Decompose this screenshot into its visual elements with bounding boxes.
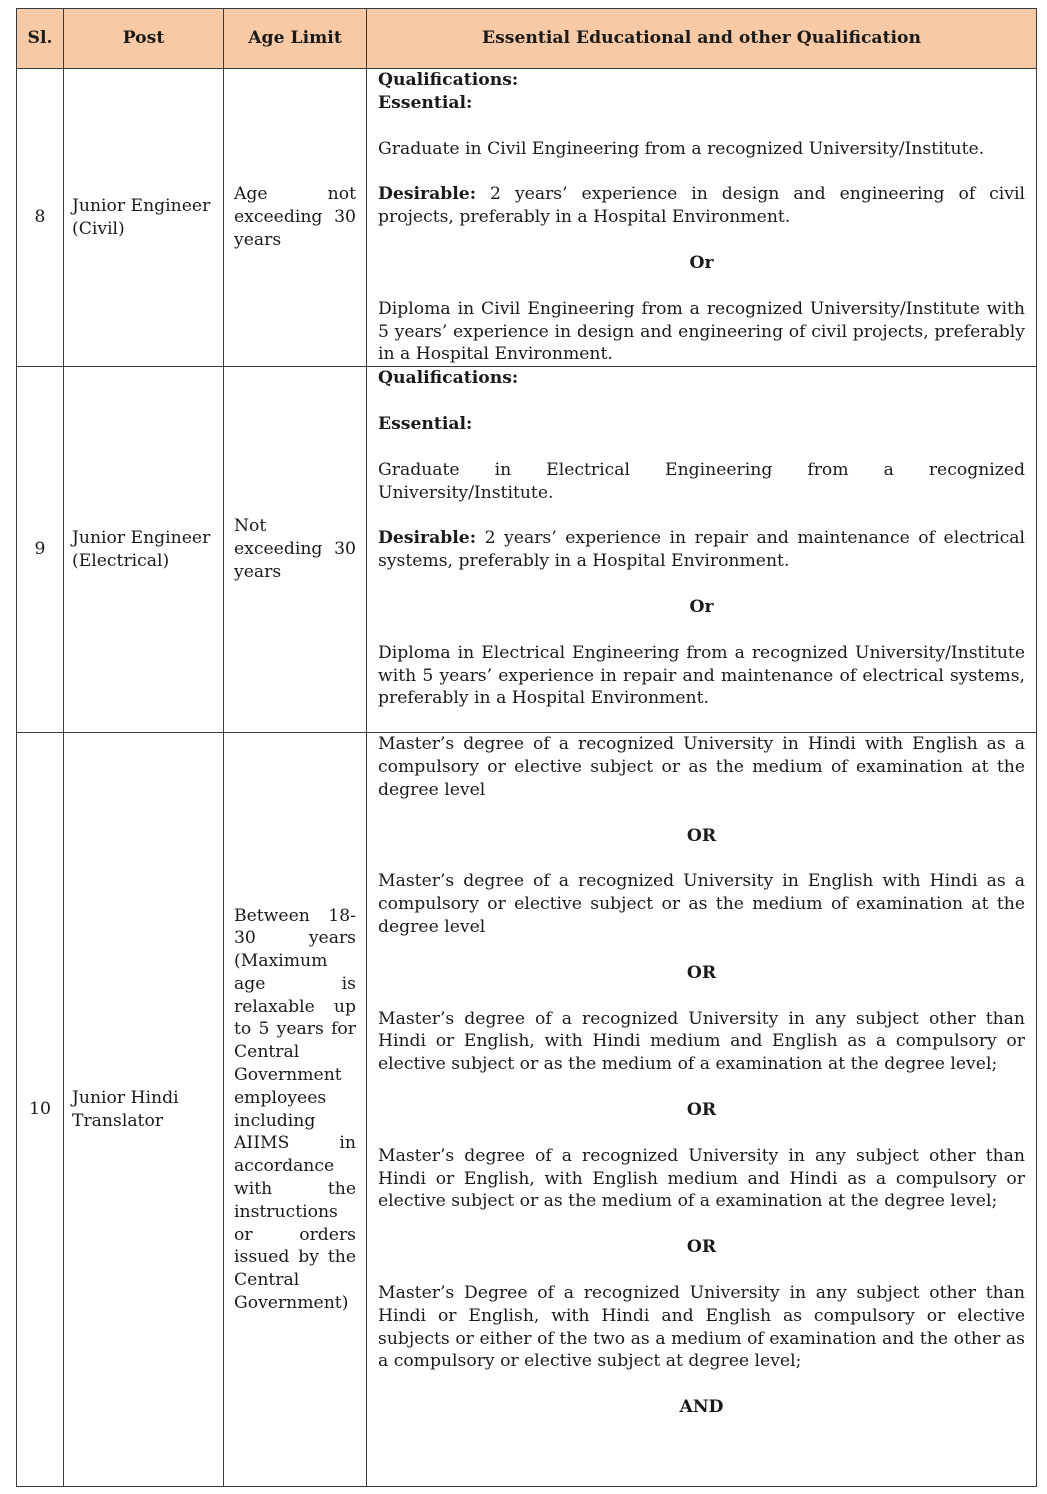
row-sl: 8: [17, 69, 64, 367]
or-separator: OR: [686, 1237, 717, 1258]
header-sl: Sl.: [17, 9, 64, 69]
desirable-label: Desirable:: [378, 184, 477, 205]
option-text: Master’s Degree of a recognized University in any subject other than Hindi or English, with Hindi and English as compulsory or elective subjects or either of the two as a medium of examination and the other as a compulsory or elective subject at degree level;: [378, 1282, 1025, 1372]
qualification-table: [16, 8, 1037, 1487]
or-separator: OR: [686, 1099, 717, 1120]
row-sl: 9: [17, 367, 64, 733]
option-text: Master’s degree of a recognized University in English with Hindi as a compulsory or elective subject or as the medium of examination at the degree level: [378, 871, 1025, 937]
row-qualification: [367, 733, 1037, 1487]
row-age-limit: Age not exceeding 30 years: [224, 69, 367, 367]
or-separator: Or: [689, 252, 714, 273]
header-post: Post: [64, 9, 224, 69]
table-row: [17, 69, 1037, 367]
row-age-limit: Between 18-30 years (Maximum age is relaxable up to 5 years for Central Government employees including AIIMS in accordance with the instructions or orders issued by the Central Government): [224, 733, 367, 1487]
or-separator: Or: [689, 596, 714, 617]
or-separator: OR: [686, 825, 717, 846]
table-row: [17, 367, 1037, 733]
desirable-paragraph: [378, 183, 1025, 229]
essential-text: Graduate in Electrical Engineering from a recognized University/Institute.: [378, 459, 1025, 503]
diploma-text: Diploma in Electrical Engineering from a recognized University/Institute with 5 years’ experience in repair and maintenance of electrical systems, preferably in a Hospital Environment.: [378, 642, 1025, 709]
table-header-row: [17, 9, 1037, 69]
option-text: Master’s degree of a recognized University in any subject other than Hindi or English, with Hindi medium and English as a compulsory or elective subject or as the medium of a examination at the degree level;: [378, 1008, 1025, 1075]
row-age-limit: Not exceeding 30 years: [224, 367, 367, 733]
row-qualification: [367, 367, 1037, 733]
header-qualification: Essential Educational and other Qualification: [367, 9, 1037, 69]
essential-label: Essential:: [378, 92, 473, 113]
and-separator: AND: [679, 1397, 724, 1418]
row-post: Junior Engineer (Electrical): [64, 367, 224, 733]
desirable-text: 2 years’ experience in design and engineering of civil projects, preferably in a Hospital Environment.: [378, 184, 1026, 228]
table-row: [17, 733, 1037, 1487]
qual-heading: Qualifications:: [378, 368, 519, 389]
desirable-paragraph: [378, 527, 1025, 573]
header-age-limit: Age Limit: [224, 9, 367, 69]
row-post: Junior Engineer (Civil): [64, 69, 224, 367]
diploma-text: Diploma in Civil Engineering from a recognized University/Institute with 5 years’ experience in design and engineering of civil projects, preferably in a Hospital Environment.: [378, 298, 1025, 365]
option-text: Master’s degree of a recognized University in any subject other than Hindi or English, with English medium and Hindi as a compulsory or elective subject or as the medium of a examination at the degree level;: [378, 1145, 1025, 1212]
row-post: Junior Hindi Translator: [64, 733, 224, 1487]
option-text: Master’s degree of a recognized University in Hindi with English as a compulsory or elective subject or as the medium of examination at the degree level: [378, 734, 1025, 800]
row-qualification: [367, 69, 1037, 367]
essential-text: Graduate in Civil Engineering from a recognized University/Institute.: [378, 138, 985, 159]
essential-label: Essential:: [378, 413, 473, 434]
row-sl: 10: [17, 733, 64, 1487]
desirable-label: Desirable:: [378, 528, 477, 549]
or-separator: OR: [686, 962, 717, 983]
desirable-text: 2 years’ experience in repair and maintenance of electrical systems, preferably in a Hospital Environment.: [378, 528, 1025, 572]
qual-heading: Qualifications:: [378, 70, 519, 90]
